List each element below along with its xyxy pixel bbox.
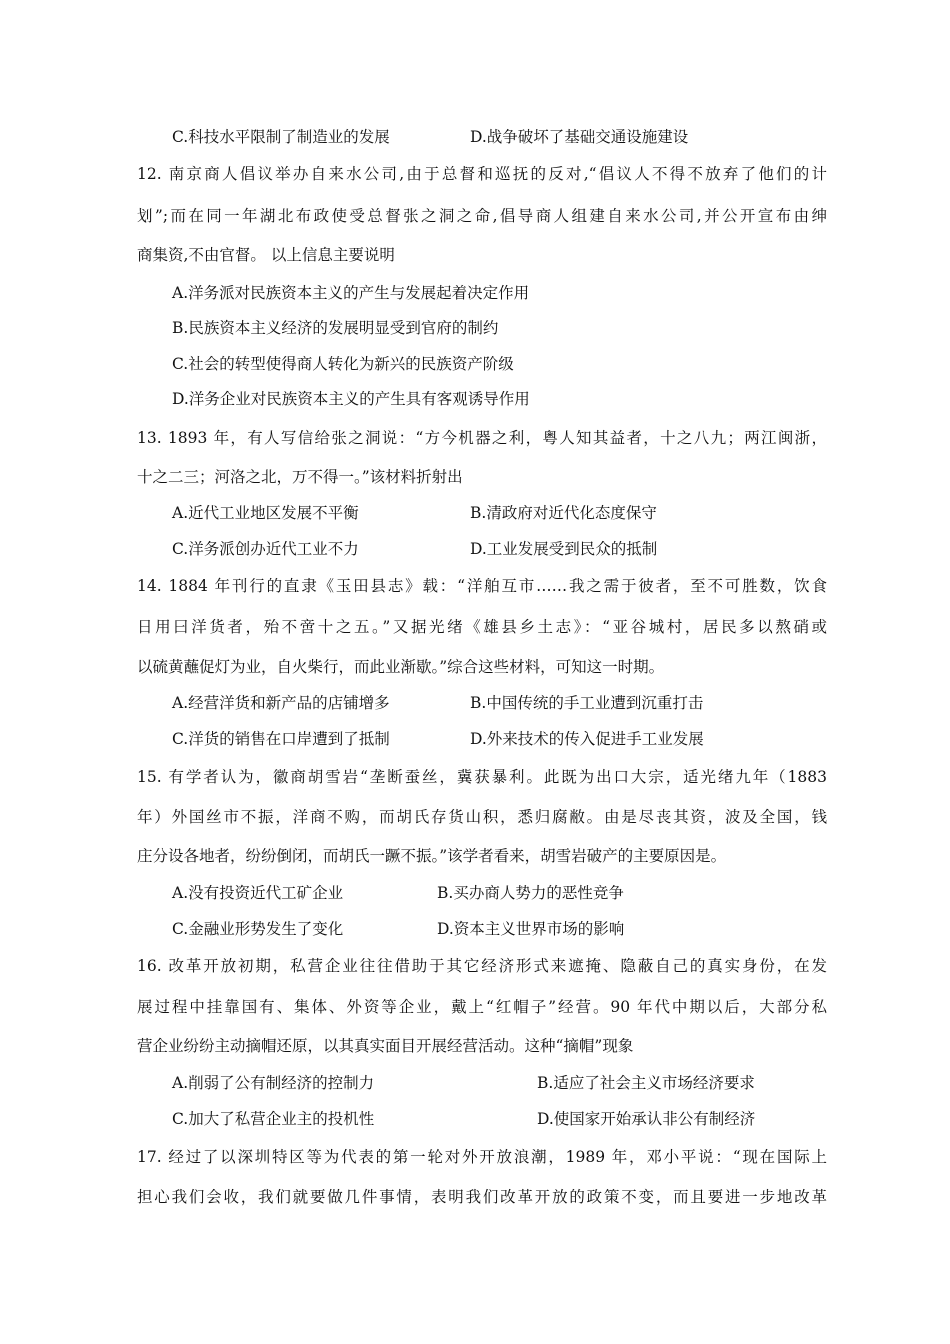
q13-option-a: A.近代工业地区发展不平衡 <box>172 504 359 522</box>
q12-option-c: C.社会的转型使得商人转化为新兴的民族资产阶级 <box>172 355 514 373</box>
q15-option-a: A.没有投资近代工矿企业 <box>172 884 344 902</box>
q16-stem-line-1: 16. 改革开放初期，私营企业往往借助于其它经济形式来遮掩、隐蔽自己的真实身份，在发 <box>137 957 827 975</box>
q12-option-d: D.洋务企业对民族资本主义的产生具有客观诱导作用 <box>172 390 530 408</box>
q12-stem-line-3: 商集资,不由官督。 以上信息主要说明 <box>137 246 395 264</box>
q15-stem-line-1: 15. 有学者认为，徽商胡雪岩“垄断蚕丝，冀获暴利。此既为出口大宗，适光绪九年（1883 <box>137 768 827 786</box>
q12-stem-line-1: 12. 南京商人倡议举办自来水公司,由于总督和巡抚的反对,“倡议人不得不放弃了他们的计 <box>137 165 827 183</box>
q15-stem-line-3: 庄分设各地者，纷纷倒闭，而胡氏一蹶不振。”该学者看来，胡雪岩破产的主要原因是。 <box>137 847 727 865</box>
q16-option-b: B.适应了社会主义市场经济要求 <box>537 1074 755 1092</box>
q15-stem-line-2: 年）外国丝市不振，洋商不购，而胡氏存货山积，悉归腐敝。由是尽丧其资，波及全国，钱 <box>137 808 827 826</box>
prev-option-c: C.科技水平限制了制造业的发展 <box>172 128 390 146</box>
q15-option-b: B.买办商人势力的恶性竞争 <box>437 884 624 902</box>
q13-option-c: C.洋务派创办近代工业不力 <box>172 540 359 558</box>
q12-option-b: B.民族资本主义经济的发展明显受到官府的制约 <box>172 319 499 337</box>
q14-option-c: C.洋货的销售在口岸遭到了抵制 <box>172 730 390 748</box>
q14-stem-line-2: 日用曰洋货者，殆不啻十之五。”又据光绪《雄县乡土志》：“亚谷城村，居民多以熬硝或 <box>137 618 827 636</box>
q15-option-d: D.资本主义世界市场的影响 <box>437 920 625 938</box>
q13-option-d: D.工业发展受到民众的抵制 <box>470 540 658 558</box>
q17-stem-line-1: 17. 经过了以深圳特区等为代表的第一轮对外开放浪潮，1989 年，邓小平说：“现在国际上 <box>137 1148 827 1166</box>
q14-option-b: B.中国传统的手工业遭到沉重打击 <box>470 694 704 712</box>
q14-option-a: A.经营洋货和新产品的店铺增多 <box>172 694 390 712</box>
q16-option-c: C.加大了私营企业主的投机性 <box>172 1110 375 1128</box>
q13-option-b: B.清政府对近代化态度保守 <box>470 504 657 522</box>
q16-stem-line-2: 展过程中挂靠国有、集体、外资等企业，戴上“红帽子”经营。90 年代中期以后，大部分私 <box>137 998 827 1016</box>
q13-stem-line-2: 十之二三；河洛之北，万不得一。”该材料折射出 <box>137 468 463 486</box>
q17-stem-line-2: 担心我们会收，我们就要做几件事情，表明我们改革开放的政策不变，而且要进一步地改革 <box>137 1188 827 1206</box>
q14-stem-line-3: 以硫黄蘸促灯为业，自火柴行，而此业渐歇。”综合这些材料，可知这一时期。 <box>137 658 665 676</box>
q12-stem-line-2: 划”;而在同一年湖北布政使受总督张之洞之命,倡导商人组建自来水公司,并公开宣布由绅 <box>137 207 827 225</box>
q16-stem-line-3: 营企业纷纷主动摘帽还原，以其真实面目开展经营活动。这种“摘帽”现象 <box>137 1037 634 1055</box>
q14-option-d: D.外来技术的传入促进手工业发展 <box>470 730 704 748</box>
q13-stem-line-1: 13. 1893 年，有人写信给张之洞说：“方今机器之利，粤人知其益者，十之八九；两江闽浙， <box>137 429 827 447</box>
q16-option-a: A.削弱了公有制经济的控制力 <box>172 1074 375 1092</box>
q15-option-c: C.金融业形势发生了变化 <box>172 920 344 938</box>
q14-stem-line-1: 14. 1884 年刊行的直隶《玉田县志》载：“洋舶互市……我之需于彼者，至不可胜数，饮食 <box>137 577 827 595</box>
q16-option-d: D.使国家开始承认非公有制经济 <box>537 1110 756 1128</box>
prev-option-d: D.战争破坏了基础交通设施建设 <box>470 128 689 146</box>
q12-option-a: A.洋务派对民族资本主义的产生与发展起着决定作用 <box>172 284 530 302</box>
